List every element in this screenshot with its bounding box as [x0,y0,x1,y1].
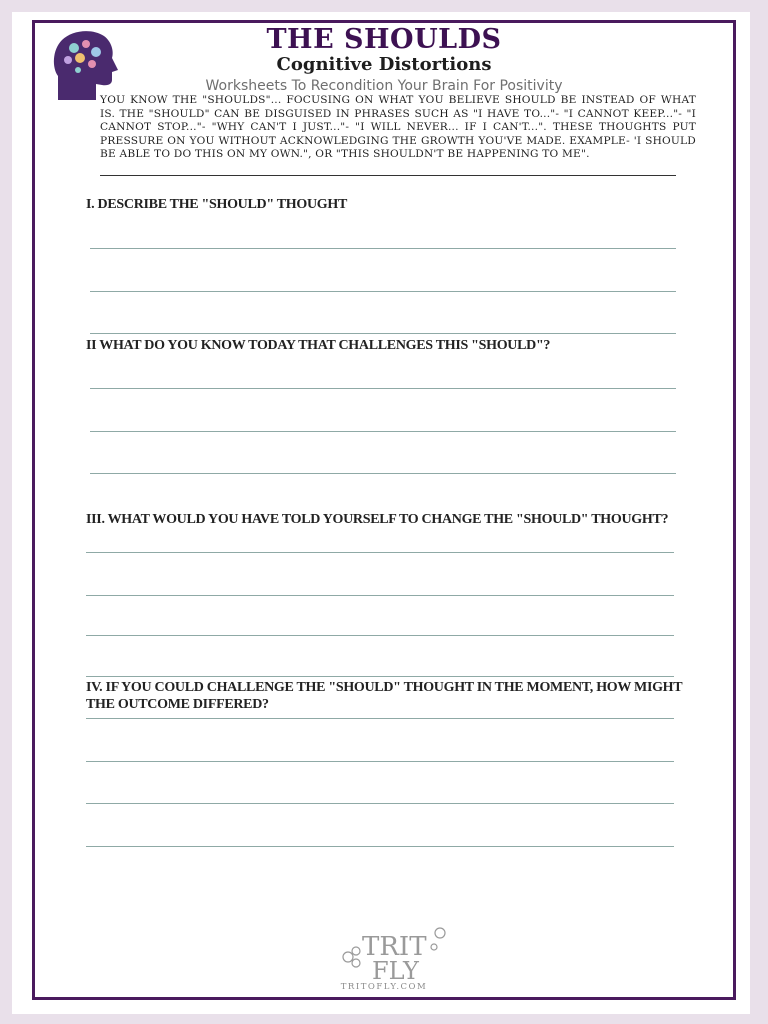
answer-line[interactable] [90,333,676,334]
answer-line[interactable] [86,718,674,719]
logo-text-fly: FLY [372,957,419,985]
page-subtitle: Cognitive Distortions [276,54,492,75]
answer-line[interactable] [86,803,674,804]
answer-line[interactable] [86,761,674,762]
page-border [32,20,736,1000]
logo-text-trit: TRIT [362,932,427,962]
answer-line[interactable] [86,595,674,596]
answer-line[interactable] [90,388,676,389]
answer-line[interactable] [90,291,676,292]
question-4: IV. IF YOU COULD CHALLENGE THE "SHOULD" THOUGHT IN THE MOMENT, HOW MIGHT THE OUTCOME DIFFERED? [86,680,683,712]
page-tagline: Worksheets To Recondition Your Brain For Positivity [205,78,563,94]
answer-line[interactable] [90,431,676,432]
question-1: I. DESCRIBE THE "SHOULD" THOUGHT [86,197,348,212]
intro-divider [100,175,676,176]
answer-line[interactable] [86,846,674,847]
footer-url: TRITOFLY.COM [340,982,428,992]
intro-paragraph: YOU KNOW THE "SHOULDS"... FOCUSING ON WHAT YOU BELIEVE SHOULD BE INSTEAD OF WHAT IS. THE "SHOULD" CAN BE DISGUISED IN PHRASES SUCH AS "I HAVE TO..."- "I CANNOT KEEP..."- "I CANNOT STOP..."- "WHY CAN'T I JUST..."- "I WILL NEVER... IF I CAN'T...". THESE THOUGHTS PUT PRESSURE ON YOU WITHOUT ACKNOWLEDGING THE GROWTH YOU'VE MADE. EXAMPLE- 'I SHOULD BE ABLE TO DO THIS ON MY OWN.", OR "THIS SHOULDN'T BE HAPPENING TO ME". [100,94,696,160]
question-3: III. WHAT WOULD YOU HAVE TOLD YOURSELF TO CHANGE THE "SHOULD" THOUGHT? [86,512,669,527]
answer-line[interactable] [86,552,674,553]
page-title: THE SHOULDS [266,24,502,55]
answer-line[interactable] [86,635,674,636]
answer-line[interactable] [90,248,676,249]
answer-line[interactable] [90,473,676,474]
answer-line[interactable] [86,676,674,677]
question-2: II WHAT DO YOU KNOW TODAY THAT CHALLENGES THIS "SHOULD"? [86,338,551,353]
